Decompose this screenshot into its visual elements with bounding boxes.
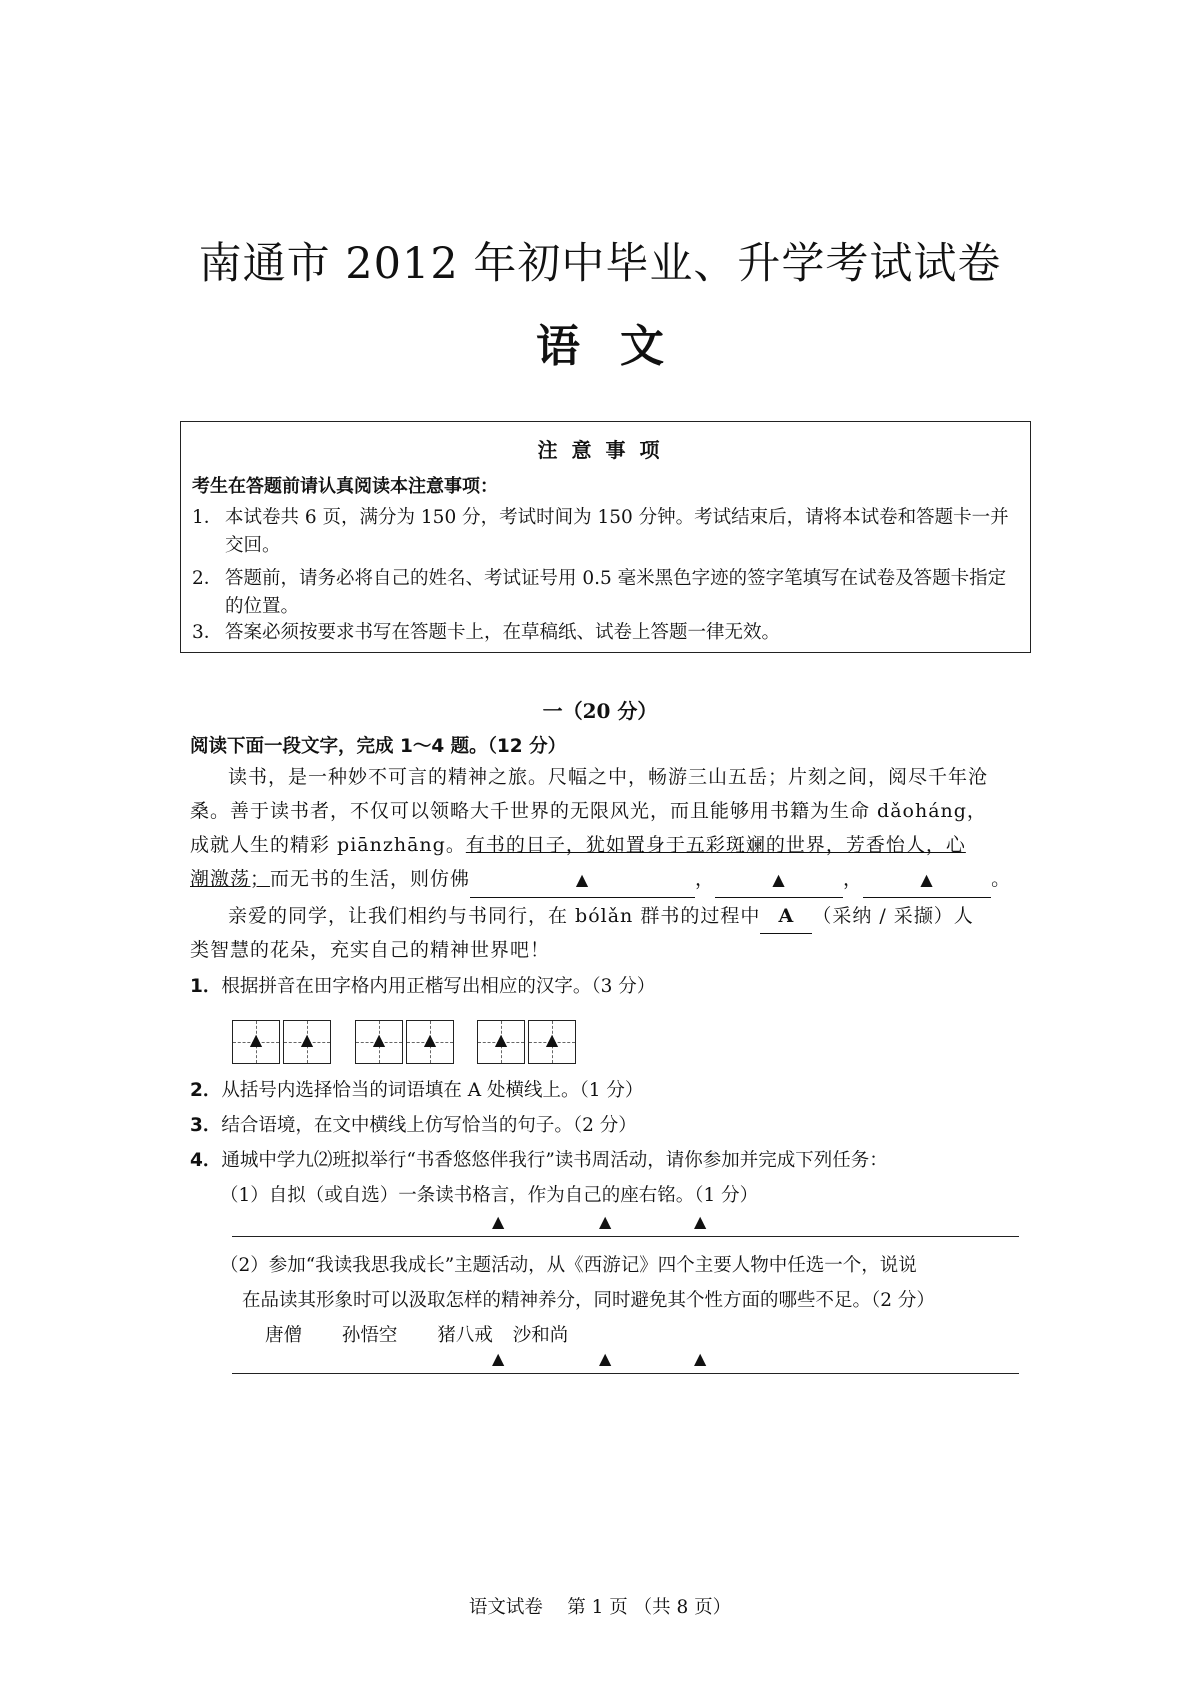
notice-intro: 考生在答题前请认真阅读本注意事项： <box>192 476 498 497</box>
character-grid-cell[interactable] <box>477 1020 525 1064</box>
triangle-marker-icon: ▲ <box>372 1030 386 1049</box>
triangle-marker-icon: ▲ <box>249 1030 263 1049</box>
question-number: 1． <box>190 976 222 997</box>
character-grid-cell[interactable] <box>232 1020 280 1064</box>
character-grid-cell[interactable] <box>283 1020 331 1064</box>
notice-box <box>180 421 1031 653</box>
question-number: 2． <box>190 1080 222 1101</box>
passage-text: 而无书的生活，则仿佛 <box>270 868 471 890</box>
notice-item-number: 2． <box>192 568 223 589</box>
triangle-marker-icon: ▲ <box>423 1030 437 1049</box>
character-option: 猪八戒 <box>437 1325 493 1346</box>
notice-item-text: 答案必须按要求书写在答题卡上，在草稿纸、试卷上答题一律无效。 <box>225 622 781 643</box>
passage-line: 读书，是一种妙不可言的精神之旅。尺幅之中，畅游三山五岳；片刻之间，阅尽千年沧 <box>228 766 989 788</box>
imitation-blank[interactable] <box>863 862 991 898</box>
triangle-marker-icon: ▲ <box>599 1349 612 1368</box>
underlined-sentence: 有书的日子，犹如置身于五彩斑斓的世界，芳香怡人，心 <box>465 834 966 856</box>
passage-text: ， <box>695 868 716 890</box>
question-text: 通城中学九⑵班拟举行“书香悠悠伴我行”读书周活动，请你参加并完成下列任务： <box>221 1150 888 1171</box>
character-grid-cell[interactable] <box>406 1020 454 1064</box>
passage-line <box>190 828 1020 862</box>
triangle-marker-icon: ▲ <box>575 870 590 889</box>
character-grid-cell[interactable] <box>528 1020 576 1064</box>
blank-a[interactable]: A <box>760 899 812 934</box>
triangle-marker-icon: ▲ <box>920 870 934 889</box>
notice-item <box>192 504 1012 560</box>
notice-item <box>192 565 1012 621</box>
passage-text: 成就人生的精彩 piānzhāng。 <box>190 834 466 856</box>
triangle-marker-icon: ▲ <box>772 870 786 889</box>
question-number: 3． <box>190 1115 222 1136</box>
passage-line <box>190 899 1020 934</box>
triangle-marker-icon: ▲ <box>694 1212 707 1231</box>
character-option: 孙悟空 <box>341 1325 398 1346</box>
passage-text: （采纳 / 采撷）人 <box>812 905 974 927</box>
subject-title: 语文 <box>536 321 704 372</box>
passage-text: ， <box>843 868 864 890</box>
sub-question-1: （1）自拟（或自选）一条读书格言，作为自己的座右铭。（1 分） <box>220 1185 759 1206</box>
passage-text: 。 <box>991 868 1012 890</box>
character-grid-group <box>477 1020 579 1064</box>
underlined-sentence: 潮激荡； <box>190 868 271 890</box>
question-text: 从括号内选择恰当的词语填在 A 处横线上。（1 分） <box>221 1080 644 1101</box>
notice-item-text: 答题前，请务必将自己的姓名、考试证号用 0.5 毫米黑色字迹的签字笔填写在试卷及答题卡指定的位置。 <box>225 568 1007 617</box>
reading-instruction: 阅读下面一段文字，完成 1～4 题。（12 分） <box>190 736 567 757</box>
section-heading: 一（20 分） <box>542 699 658 723</box>
notice-heading: 注意事项 <box>537 438 674 462</box>
triangle-marker-icon: ▲ <box>545 1030 559 1049</box>
notice-item-text: 本试卷共 6 页，满分为 150 分，考试时间为 150 分钟。考试结束后，请将本试卷和答题卡一并交回。 <box>225 507 1009 556</box>
passage-line: 类智慧的花朵，充实自己的精神世界吧！ <box>190 939 551 961</box>
character-option: 沙和尚 <box>512 1325 569 1346</box>
triangle-marker-icon: ▲ <box>492 1212 505 1231</box>
question-3 <box>190 1111 637 1137</box>
triangle-marker-icon: ▲ <box>599 1212 612 1231</box>
sub-question-2: （2）参加“我读我思我成长”主题活动，从《西游记》四个主要人物中任选一个，说说 <box>220 1255 917 1276</box>
triangle-marker-icon: ▲ <box>494 1030 508 1049</box>
page-footer: 语文试卷 第 1 页 （共 8 页） <box>468 1597 732 1618</box>
question-text: 根据拼音在田字格内用正楷写出相应的汉字。（3 分） <box>221 976 656 997</box>
notice-item-number: 1． <box>192 507 223 528</box>
character-grid-cell[interactable] <box>355 1020 403 1064</box>
character-grid-group <box>355 1020 457 1064</box>
character-option: 唐僧 <box>265 1325 303 1346</box>
triangle-marker-icon: ▲ <box>492 1349 505 1368</box>
passage-line: 桑。善于读书者，不仅可以领略大千世界的无限风光，而且能够用书籍为生命 dǎoháng， <box>190 800 987 822</box>
triangle-marker-icon: ▲ <box>300 1030 314 1049</box>
character-grid-group <box>232 1020 334 1064</box>
passage-text: 亲爱的同学，让我们相约与书同行，在 bólǎn 群书的过程中 <box>228 905 761 927</box>
notice-item-number: 3． <box>192 622 223 643</box>
question-1 <box>190 972 655 998</box>
answer-line[interactable] <box>232 1208 1019 1237</box>
passage-line <box>190 862 1020 898</box>
question-4 <box>190 1146 888 1172</box>
notice-item <box>192 619 1012 647</box>
triangle-marker-icon: ▲ <box>694 1349 707 1368</box>
imitation-blank[interactable] <box>715 862 843 898</box>
character-options <box>265 1321 568 1347</box>
imitation-blank[interactable] <box>470 862 695 898</box>
answer-line[interactable] <box>232 1345 1019 1374</box>
sub-question-2-cont: 在品读其形象时可以汲取怎样的精神养分，同时避免其个性方面的哪些不足。（2 分） <box>242 1290 935 1311</box>
question-number: 4． <box>190 1150 222 1171</box>
question-2 <box>190 1076 643 1102</box>
page-title: 南通市 2012 年初中毕业、升学考试试卷 <box>198 239 1002 289</box>
question-text: 结合语境，在文中横线上仿写恰当的句子。（2 分） <box>221 1115 637 1136</box>
